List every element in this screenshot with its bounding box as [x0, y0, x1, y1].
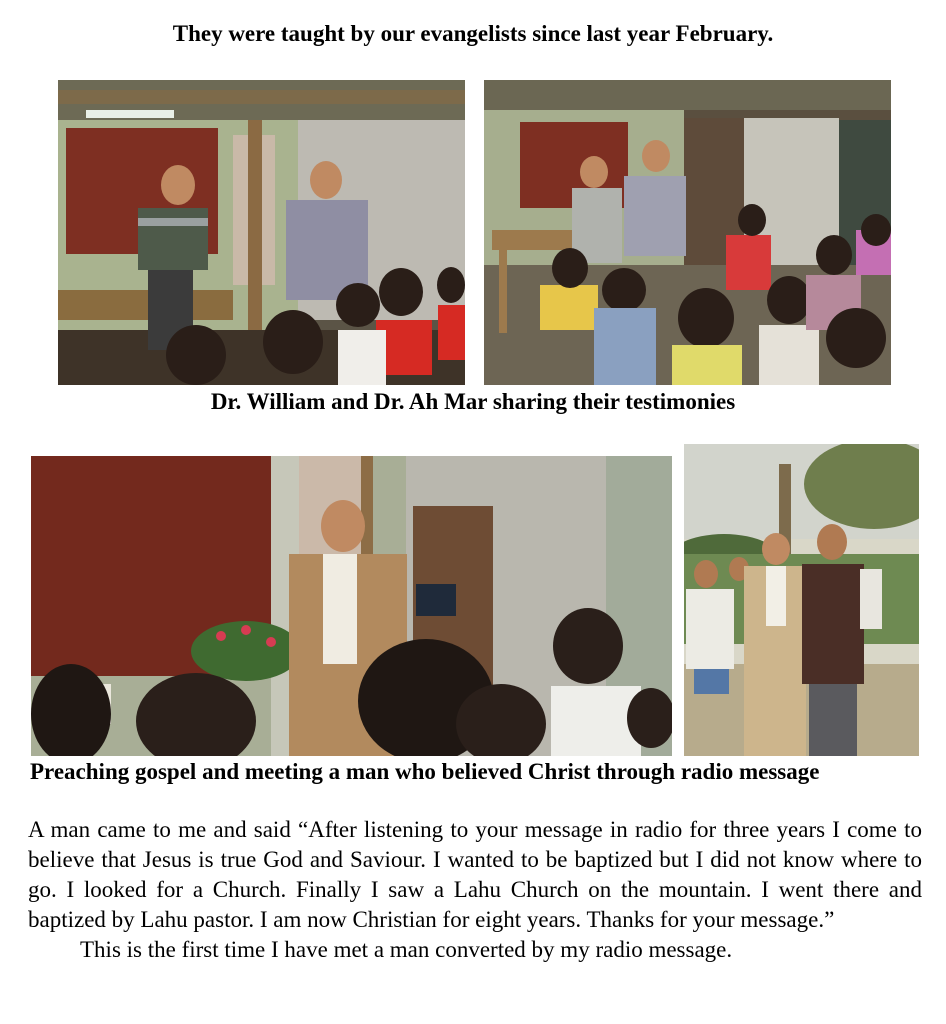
testimony-paragraph: A man came to me and said “After listening to your message in radio for three years I come to believe that Jesus is true God and Saviour. I wanted to be baptized but I did not know where to go. I looked for a Church. Finally I saw a Lahu Church on the mountain. I went there and baptized by Lahu pastor. I am now Christian for eight years. Thanks for your message.”	[28, 817, 922, 932]
photo-preaching	[31, 456, 672, 756]
closing-paragraph: This is the first time I have met a man converted by my radio message.	[80, 937, 733, 962]
caption-preaching: Preaching gospel and meeting a man who believed Christ through radio message	[30, 759, 820, 784]
photo-meeting-man	[684, 444, 919, 756]
photo-testimony-right	[484, 80, 891, 385]
page-heading: They were taught by our evangelists since last year February.	[172, 21, 774, 46]
photo-testimony-left	[58, 80, 465, 385]
caption-testimonies: Dr. William and Dr. Ah Mar sharing their testimonies	[210, 389, 736, 414]
body-text	[28, 815, 922, 965]
